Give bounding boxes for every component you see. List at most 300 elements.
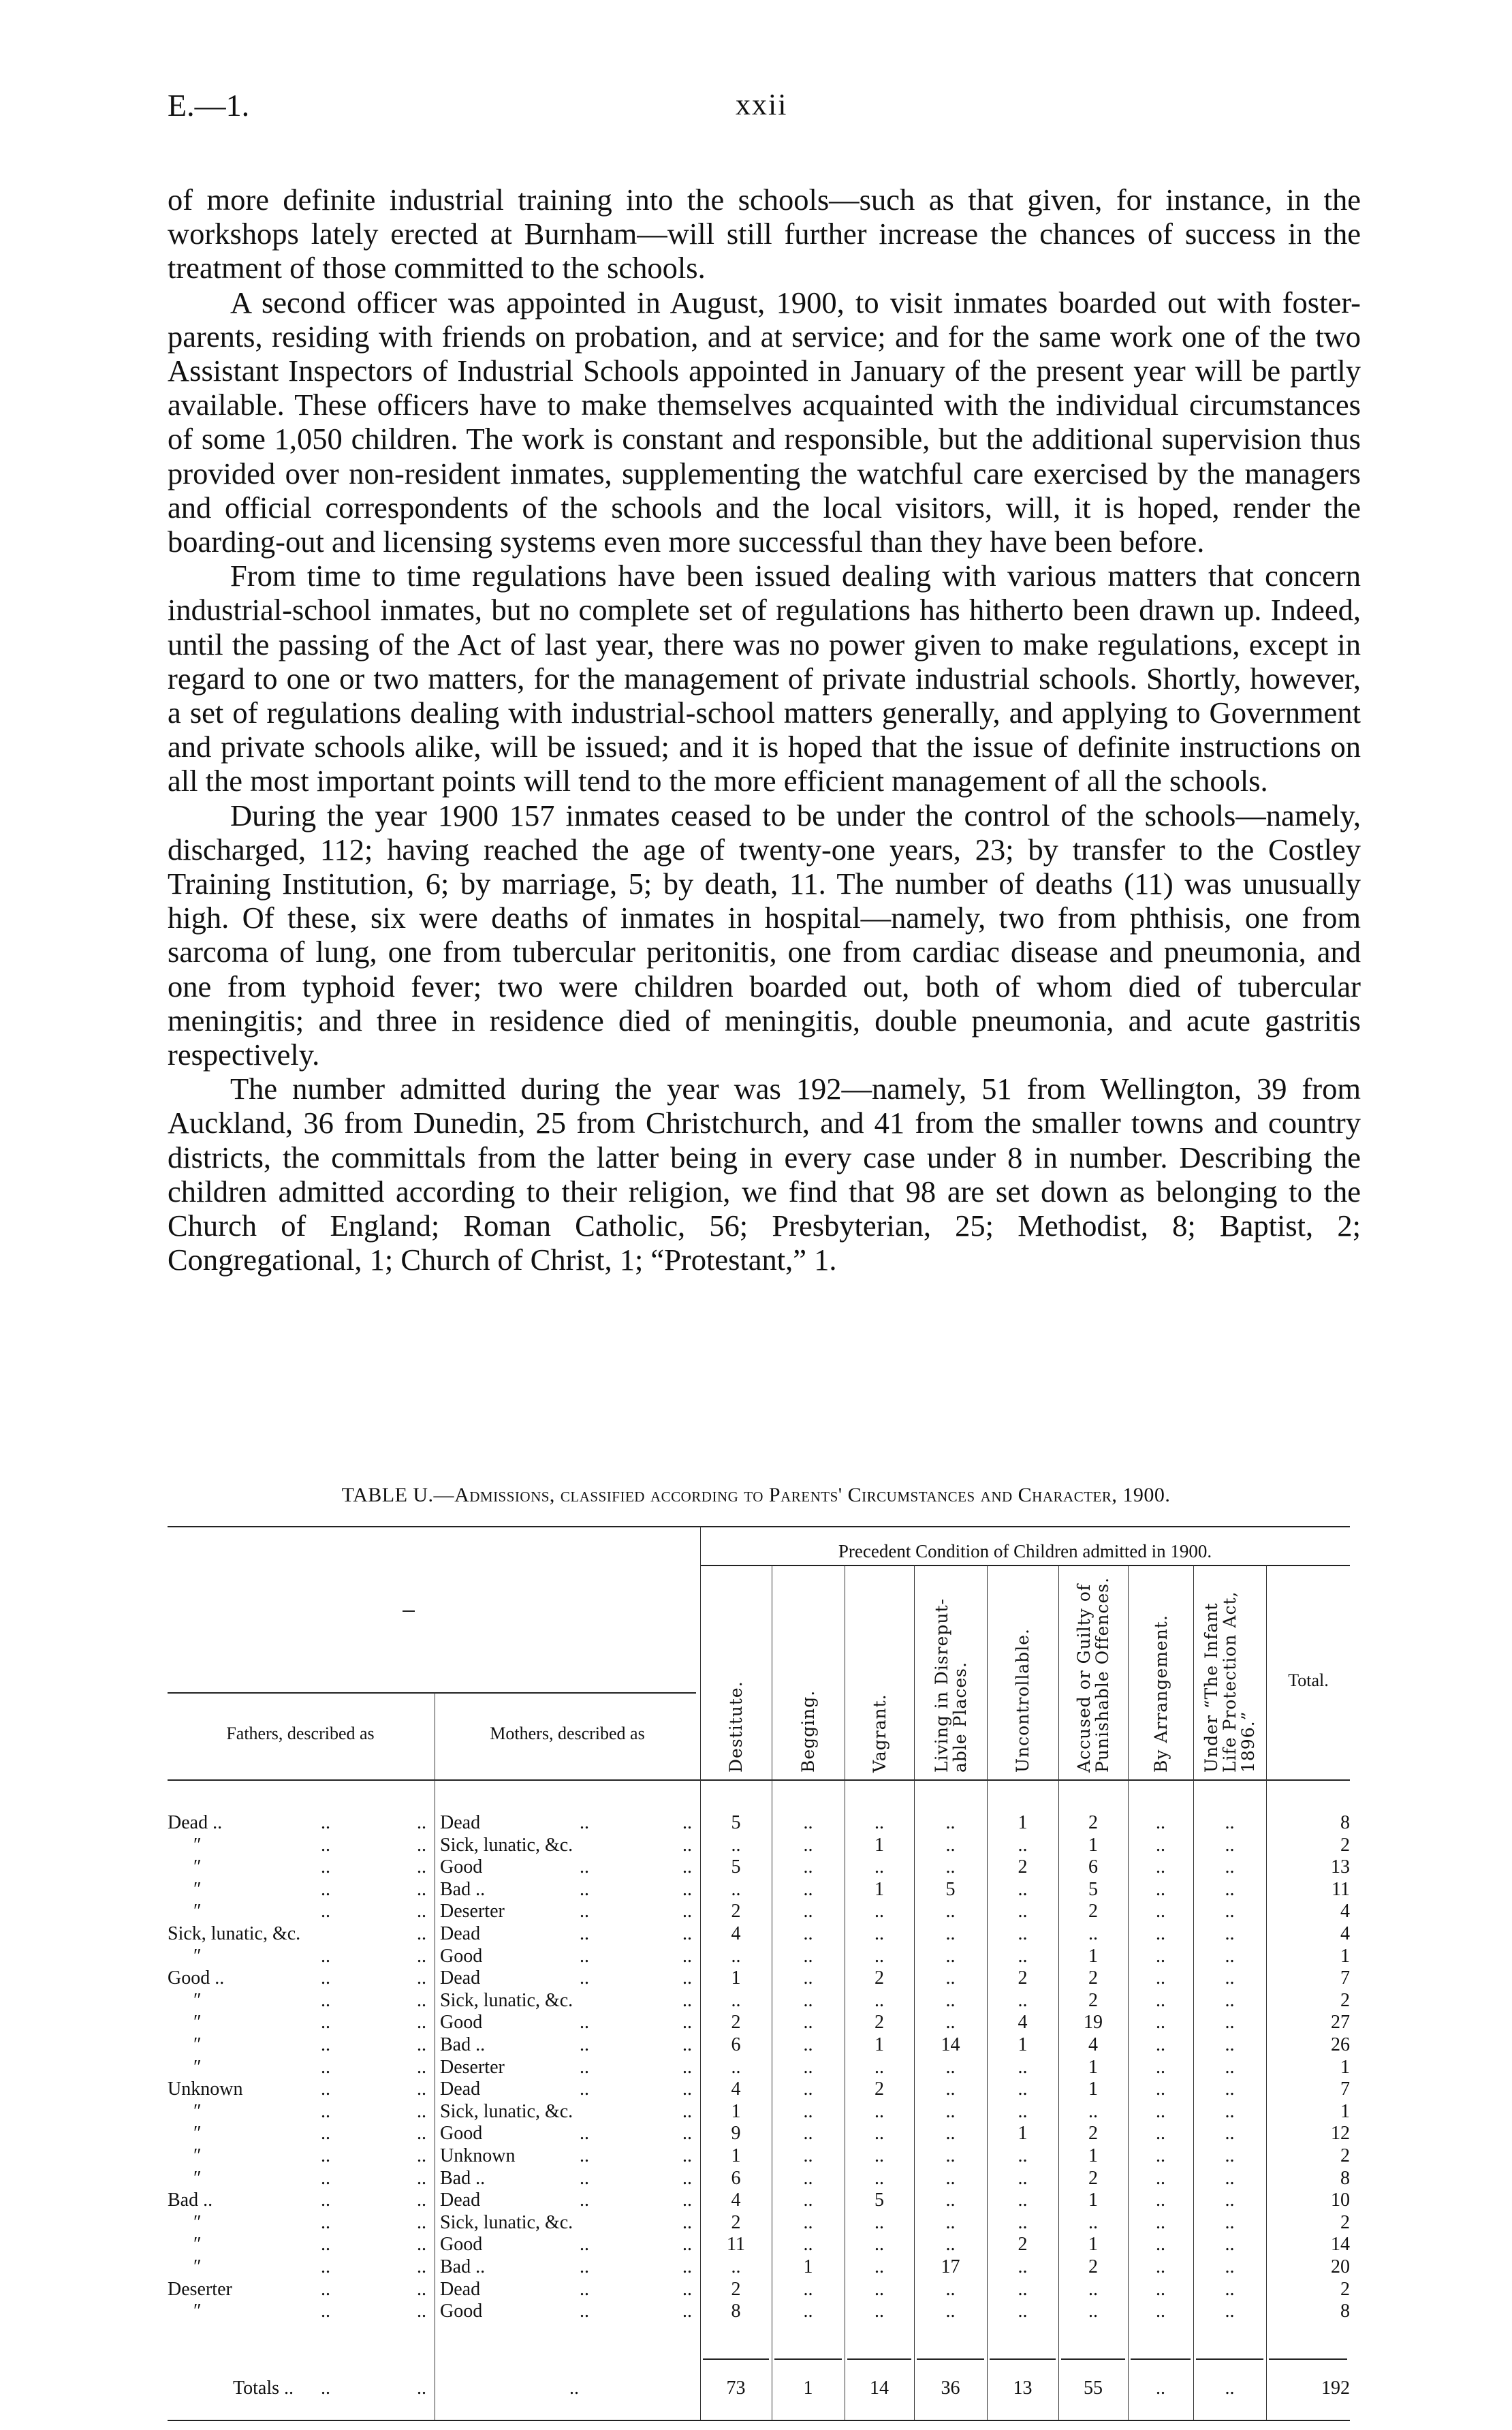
father-description xyxy=(168,1812,426,1834)
cell-4: .. xyxy=(945,1967,956,1989)
cell-2: .. xyxy=(803,2123,813,2145)
table-row xyxy=(168,1879,1350,1901)
father-description xyxy=(168,1990,426,2012)
paragraph: From time to time regulations have been issued dealing with various matters that concern industrial-school inmates, but no complete set of regulations has hitherto been drawn up. Indeed, until the passing of the Act of last year, there was no power given to make regulations, except in regard to one or two matters, for the management of private industrial schools. Shortly, however, a set of regulations dealing with industrial-school matters generally, and applying to Government and private schools alike, will be issued; and it is hoped that the issue of definite instructions on all the most important points will tend to the more efficient management of all the schools. xyxy=(168,559,1361,798)
leader-dots: .. xyxy=(580,2234,589,2256)
father-description xyxy=(168,1967,426,1989)
cell-4: .. xyxy=(945,1834,956,1856)
leader-dots: .. xyxy=(417,2145,426,2166)
column-header-line: Accused or Guilty of xyxy=(1074,1583,1094,1773)
cell-total: 2 xyxy=(1340,2278,1350,2300)
cell-6: 2 xyxy=(1088,1989,1098,2011)
cell-total: 11 xyxy=(1332,1878,1350,1900)
leader-dots: .. xyxy=(417,1856,426,1878)
cell-5: 13 xyxy=(1013,2378,1033,2399)
cell-5: 1 xyxy=(1018,1812,1028,1833)
father-label: ″ xyxy=(193,2145,202,2166)
cell-3: .. xyxy=(875,2278,884,2300)
column-header-6 xyxy=(1075,1577,1112,1773)
column-header-line: Destitute. xyxy=(726,1681,746,1773)
cell-4: .. xyxy=(945,2100,956,2122)
cell-1: 8 xyxy=(731,2301,741,2322)
leader-dots: .. xyxy=(569,2378,579,2399)
cell-1: 1 xyxy=(731,2100,741,2122)
cell-6: 1 xyxy=(1088,2234,1098,2256)
table-row xyxy=(168,2256,1350,2279)
cell-7: .. xyxy=(1156,2234,1165,2256)
cell-7: .. xyxy=(1156,1989,1165,2011)
cell-1: .. xyxy=(731,1945,741,1967)
cell-5: .. xyxy=(1018,2078,1028,2100)
leader-dots: .. xyxy=(417,1923,426,1944)
cell-total: 4 xyxy=(1340,1901,1350,1922)
father-description xyxy=(168,2212,426,2234)
cell-6: 2 xyxy=(1088,1812,1098,1833)
mother-label: Good xyxy=(440,2301,483,2322)
cell-4: 14 xyxy=(941,2034,960,2055)
cell-2: .. xyxy=(803,2301,813,2322)
stub-dash xyxy=(403,1610,415,1612)
cell-7: .. xyxy=(1156,2012,1165,2034)
leader-dots: .. xyxy=(682,1901,692,1922)
cell-3: .. xyxy=(875,1923,884,1944)
cell-7: .. xyxy=(1156,1923,1165,1944)
cell-6: 1 xyxy=(1088,1834,1098,1856)
father-label: ″ xyxy=(193,1834,202,1856)
cell-1: 4 xyxy=(731,2078,741,2100)
mother-label: Sick, lunatic, &c. xyxy=(440,2211,573,2233)
father-description xyxy=(168,1835,426,1856)
cell-8: .. xyxy=(1225,2190,1235,2211)
cell-2: .. xyxy=(803,1923,813,1944)
cell-total: 2 xyxy=(1340,1834,1350,1856)
cell-6: 1 xyxy=(1088,2145,1098,2166)
cell-7: .. xyxy=(1156,2145,1165,2166)
cell-4: .. xyxy=(945,2056,956,2078)
cell-3: .. xyxy=(875,2167,884,2189)
father-description xyxy=(168,1856,426,1878)
cell-1: 6 xyxy=(731,2167,741,2189)
cell-3: .. xyxy=(875,2123,884,2145)
leader-dots: .. xyxy=(417,2123,426,2145)
column-header-line: Life Protection Act, xyxy=(1220,1591,1240,1773)
leader-dots: .. xyxy=(580,2145,589,2166)
leader-dots: .. xyxy=(321,1901,330,1922)
mother-description xyxy=(440,2057,692,2078)
cell-7: .. xyxy=(1156,2190,1165,2211)
cell-4: 17 xyxy=(941,2256,960,2277)
leader-dots: .. xyxy=(580,2256,589,2277)
group-header-rule xyxy=(700,1565,1350,1566)
father-label: ″ xyxy=(193,2234,202,2256)
cell-8: .. xyxy=(1225,2034,1235,2055)
cell-3: 5 xyxy=(875,2190,884,2211)
cell-6: 2 xyxy=(1088,1967,1098,1989)
leader-dots: .. xyxy=(417,1834,426,1856)
cell-total: 8 xyxy=(1340,2301,1350,2322)
cell-8: .. xyxy=(1225,1945,1235,1967)
cell-7: .. xyxy=(1156,2301,1165,2322)
totals-rule xyxy=(1061,2358,1125,2360)
cell-1: 73 xyxy=(726,2378,746,2399)
leader-dots: .. xyxy=(417,1945,426,1967)
cell-2: .. xyxy=(803,2234,813,2256)
section-code: E.—1. xyxy=(168,88,250,123)
column-header-4 xyxy=(932,1598,969,1773)
column-header-line: Uncontrollable. xyxy=(1013,1627,1033,1773)
leader-dots: .. xyxy=(417,2234,426,2256)
cell-2: .. xyxy=(803,2012,813,2034)
cell-2: .. xyxy=(803,1834,813,1856)
leader-dots: .. xyxy=(417,2056,426,2078)
cell-3: .. xyxy=(875,1856,884,1878)
totals-rule xyxy=(774,2358,842,2360)
cell-5: 2 xyxy=(1018,2234,1028,2256)
father-description xyxy=(168,2123,426,2145)
table-row xyxy=(168,1835,1350,1857)
cell-total: 10 xyxy=(1331,2190,1350,2211)
leader-dots: .. xyxy=(580,1967,589,1989)
cell-6: 2 xyxy=(1088,2167,1098,2189)
cell-6: 2 xyxy=(1088,2123,1098,2145)
cell-5: .. xyxy=(1018,2056,1028,2078)
cell-5: .. xyxy=(1018,1923,1028,1944)
table-row xyxy=(168,2234,1350,2256)
table-row xyxy=(168,2034,1350,2057)
mothers-header: Mothers, described as xyxy=(490,1724,645,1743)
cell-2: .. xyxy=(803,2190,813,2211)
cell-3: .. xyxy=(875,1989,884,2011)
father-description xyxy=(168,2168,426,2190)
leader-dots: .. xyxy=(321,1967,330,1989)
leader-dots: .. xyxy=(682,1967,692,1989)
column-header-line: 1896.” xyxy=(1238,1711,1258,1773)
mother-label: Good xyxy=(440,2234,483,2256)
table-row xyxy=(168,2101,1350,2123)
leader-dots: .. xyxy=(321,2145,330,2166)
cell-8: .. xyxy=(1225,2278,1235,2300)
mother-description xyxy=(440,1923,692,1945)
totals-rule xyxy=(1131,2358,1191,2360)
father-label: Deserter xyxy=(168,2278,232,2300)
cell-1: 5 xyxy=(731,1812,741,1833)
father-description xyxy=(168,2101,426,2123)
cell-5: .. xyxy=(1018,2100,1028,2122)
cell-2: .. xyxy=(803,2056,813,2078)
leader-dots: .. xyxy=(682,2278,692,2300)
mother-label: Deserter xyxy=(440,1901,505,1922)
cell-4: .. xyxy=(945,2123,956,2145)
paragraph: During the year 1900 157 inmates ceased to be under the control of the schools—namely, discharged, 112; having reached the age of twenty-one years, 23; by transfer to the Costley Training Institution, 6; by marriage, 5; by death, 11. The number of deaths (11) was unusually high. Of these, six were deaths of inmates in hospital—namely, two from phthisis, one from sarcoma of lung, one from tubercular peritonitis, one from cardiac disease and pneumonia, and one from typhoid fever; two were children boarded out, both of whom died of tubercular meningitis; and three in residence died of meningitis, double pneumonia, and acute gastritis respectively. xyxy=(168,798,1361,1072)
leader-dots: .. xyxy=(321,1812,330,1833)
cell-6: .. xyxy=(1088,2100,1098,2122)
table-title-prefix: TABLE U.— xyxy=(341,1484,455,1506)
column-header-line: Living in Disreput- xyxy=(931,1598,951,1773)
cell-8: .. xyxy=(1225,2056,1235,2078)
father-label: Totals .. xyxy=(233,2378,294,2399)
cell-4: .. xyxy=(945,1812,956,1833)
leader-dots: .. xyxy=(580,2012,589,2034)
cell-5: 4 xyxy=(1018,2012,1028,2034)
cell-4: .. xyxy=(945,2078,956,2100)
cell-8: .. xyxy=(1225,1834,1235,1856)
cell-6: .. xyxy=(1088,2211,1098,2233)
cell-8: .. xyxy=(1225,2145,1235,2166)
table-row xyxy=(168,2212,1350,2234)
cell-6: 1 xyxy=(1088,2078,1098,2100)
admissions-table xyxy=(168,1526,1350,2420)
cell-5: .. xyxy=(1018,2256,1028,2277)
group-header: Precedent Condition of Children admitted in 1900. xyxy=(838,1541,1212,1561)
father-label: Unknown xyxy=(168,2078,243,2100)
cell-7: .. xyxy=(1156,2211,1165,2233)
leader-dots: .. xyxy=(417,2078,426,2100)
cell-5: .. xyxy=(1018,1945,1028,1967)
mother-label: Deserter xyxy=(440,2056,505,2078)
cell-1: 1 xyxy=(731,2145,741,2166)
father-label: ″ xyxy=(193,1989,202,2011)
leader-dots: .. xyxy=(682,1856,692,1878)
cell-2: .. xyxy=(803,1856,813,1878)
column-header-line: Begging. xyxy=(798,1689,818,1773)
leader-dots: .. xyxy=(580,2301,589,2322)
leader-dots: .. xyxy=(417,2301,426,2322)
father-description xyxy=(168,2034,426,2056)
cell-total: 27 xyxy=(1331,2012,1350,2034)
leader-dots: .. xyxy=(580,1812,589,1833)
column-header-5 xyxy=(1013,1628,1032,1773)
cell-8: .. xyxy=(1225,2078,1235,2100)
fathers-header: Fathers, described as xyxy=(226,1724,375,1743)
table-row xyxy=(168,1967,1350,1990)
cell-3: .. xyxy=(875,2145,884,2166)
leader-dots: .. xyxy=(321,1856,330,1878)
leader-dots: .. xyxy=(580,2123,589,2145)
mother-description xyxy=(440,1946,692,1967)
column-header-8 xyxy=(1202,1591,1257,1773)
mother-label: Sick, lunatic, &c. xyxy=(440,2100,573,2122)
father-description xyxy=(168,2078,426,2100)
cell-3: .. xyxy=(875,2256,884,2277)
leader-dots: .. xyxy=(682,2012,692,2034)
table-row xyxy=(168,2012,1350,2034)
leader-dots: .. xyxy=(682,2123,692,2145)
cell-6: .. xyxy=(1088,2301,1098,2322)
cell-4: .. xyxy=(945,1856,956,1878)
leader-dots: .. xyxy=(417,2167,426,2189)
mother-description xyxy=(440,2256,692,2278)
cell-8: .. xyxy=(1225,2167,1235,2189)
table-row xyxy=(168,2078,1350,2101)
cell-5: 2 xyxy=(1018,1856,1028,1878)
cell-5: .. xyxy=(1018,1878,1028,1900)
cell-5: .. xyxy=(1018,2301,1028,2322)
totals-mother xyxy=(440,2378,692,2399)
cell-8: .. xyxy=(1225,1989,1235,2011)
cell-1: 5 xyxy=(731,1856,741,1878)
cell-8: .. xyxy=(1225,1901,1235,1922)
cell-1: 11 xyxy=(727,2234,745,2256)
cell-1: .. xyxy=(731,2056,741,2078)
cell-1: 2 xyxy=(731,2278,741,2300)
cell-2: .. xyxy=(803,2100,813,2122)
father-label: ″ xyxy=(193,1878,202,1900)
cell-6: 6 xyxy=(1088,1856,1098,1878)
father-label: ″ xyxy=(193,2012,202,2034)
cell-2: .. xyxy=(803,2145,813,2166)
table-title-text: Admissions, classified according to Parents' Circumstances and Character, 1900. xyxy=(454,1484,1171,1506)
cell-total: 1 xyxy=(1340,1945,1350,1967)
cell-8: .. xyxy=(1225,1812,1235,1833)
cell-5: .. xyxy=(1018,1901,1028,1922)
leader-dots: .. xyxy=(580,2056,589,2078)
cell-5: 2 xyxy=(1018,1967,1028,1989)
cell-5: .. xyxy=(1018,1834,1028,1856)
table-row xyxy=(168,2145,1350,2168)
father-description xyxy=(168,2279,426,2301)
leader-dots: .. xyxy=(580,1945,589,1967)
cell-4: .. xyxy=(945,1989,956,2011)
cell-7: .. xyxy=(1156,1901,1165,1922)
mother-description xyxy=(440,1812,692,1834)
cell-2: .. xyxy=(803,2211,813,2233)
father-label: ″ xyxy=(193,1856,202,1878)
cell-7: .. xyxy=(1156,1856,1165,1878)
father-label: ″ xyxy=(193,2167,202,2189)
mother-description xyxy=(440,2101,692,2123)
totals-row xyxy=(168,2378,1350,2400)
leader-dots: .. xyxy=(682,1812,692,1833)
cell-2: .. xyxy=(803,1945,813,1967)
mother-label: Dead xyxy=(440,1923,481,1944)
cell-1: 2 xyxy=(731,2012,741,2034)
cell-6: 55 xyxy=(1084,2378,1103,2399)
totals-rule xyxy=(990,2358,1056,2360)
mother-label: Sick, lunatic, &c. xyxy=(440,1834,573,1856)
table-row xyxy=(168,1923,1350,1946)
cell-6: 1 xyxy=(1088,2190,1098,2211)
totals-rule xyxy=(847,2358,911,2360)
cell-1: .. xyxy=(731,1878,741,1900)
totals-label xyxy=(168,2378,426,2399)
table-row xyxy=(168,2057,1350,2079)
leader-dots: .. xyxy=(321,2278,330,2300)
table-row xyxy=(168,1990,1350,2012)
leader-dots: .. xyxy=(321,2211,330,2233)
leader-dots: .. xyxy=(682,1923,692,1944)
cell-8: .. xyxy=(1225,2234,1235,2256)
leader-dots: .. xyxy=(417,2100,426,2122)
mother-label: Good xyxy=(440,2123,483,2145)
total-header: Total. xyxy=(1288,1670,1329,1690)
mother-label: Bad .. xyxy=(440,2167,486,2189)
cell-8: .. xyxy=(1225,2256,1235,2277)
father-description xyxy=(168,2012,426,2034)
mother-description xyxy=(440,2190,692,2211)
leader-dots: .. xyxy=(417,1989,426,2011)
cell-2: 1 xyxy=(803,2378,813,2399)
totals-rule xyxy=(1269,2358,1347,2360)
leader-dots: .. xyxy=(321,1878,330,1900)
father-description xyxy=(168,1901,426,1922)
father-label: ″ xyxy=(193,2056,202,2078)
father-label: ″ xyxy=(193,1901,202,1922)
column-header-line: Punishable Offences. xyxy=(1092,1576,1112,1773)
table-row xyxy=(168,1946,1350,1968)
mother-description xyxy=(440,2034,692,2056)
leader-dots: .. xyxy=(321,1989,330,2011)
mother-description xyxy=(440,2145,692,2167)
totals-rule xyxy=(917,2358,984,2360)
cell-total: 12 xyxy=(1331,2123,1350,2145)
mother-label: Good xyxy=(440,1945,483,1967)
leader-dots: .. xyxy=(682,1878,692,1900)
leader-dots: .. xyxy=(580,2278,589,2300)
father-label: ″ xyxy=(193,1945,202,1967)
mother-description xyxy=(440,1835,692,1856)
leader-dots: .. xyxy=(682,1989,692,2011)
cell-total: 8 xyxy=(1340,1812,1350,1833)
cell-3: 2 xyxy=(875,2012,884,2034)
mother-label: Bad .. xyxy=(440,1878,486,1900)
mother-description xyxy=(440,2123,692,2145)
cell-2: .. xyxy=(803,2034,813,2055)
cell-4: .. xyxy=(945,2167,956,2189)
father-label: Sick, lunatic, &c. xyxy=(168,1923,301,1944)
table-row xyxy=(168,2190,1350,2212)
leader-dots: .. xyxy=(682,2256,692,2277)
leader-dots: .. xyxy=(580,2167,589,2189)
cell-7: .. xyxy=(1156,2123,1165,2145)
paragraph: of more definite industrial training into the schools—such as that given, for instance, in the workshops lately erected at Burnham—will still further increase the chances of success in the treatment of those committed to the schools. xyxy=(168,183,1361,285)
cell-2: .. xyxy=(803,2167,813,2189)
cell-4: 5 xyxy=(945,1878,956,1900)
cell-7: .. xyxy=(1156,2256,1165,2277)
cell-8: .. xyxy=(1225,2301,1235,2322)
leader-dots: .. xyxy=(682,1834,692,1856)
father-label: Dead .. xyxy=(168,1812,223,1833)
paragraph: A second officer was appointed in August, 1900, to visit inmates boarded out with foster-parents, residing with friends on probation, and at service; and for the same work one of the two Assistant Inspectors of Industrial Schools appointed in January of the present year will be partly available. These officers have to make themselves acquainted with the individual circumstances of some 1,050 children. The work is constant and responsible, but the additional supervision thus provided over non-resident inmates, supplementing the watchful care exercised by the managers and official correspondents of the schools and the local visitors, will, it is hoped, render the boarding-out and licensing systems even more successful than they have been before. xyxy=(168,285,1361,559)
cell-3: .. xyxy=(875,2211,884,2233)
cell-6: 4 xyxy=(1088,2034,1098,2055)
leader-dots: .. xyxy=(682,2301,692,2322)
cell-5: 1 xyxy=(1018,2034,1028,2055)
cell-2: .. xyxy=(803,2078,813,2100)
table-row xyxy=(168,2279,1350,2301)
page-number: xxii xyxy=(736,88,788,121)
cell-1: 6 xyxy=(731,2034,741,2055)
cell-1: 1 xyxy=(731,1967,741,1989)
cell-3: 1 xyxy=(875,1834,884,1856)
father-description xyxy=(168,2145,426,2167)
leader-dots: .. xyxy=(682,2034,692,2055)
leader-dots: .. xyxy=(580,2190,589,2211)
mother-label: Bad .. xyxy=(440,2256,486,2277)
cell-total: 1 xyxy=(1340,2056,1350,2078)
cell-1: .. xyxy=(731,2256,741,2277)
father-label: ″ xyxy=(193,2100,202,2122)
cell-6: 2 xyxy=(1088,1901,1098,1922)
cell-total: 192 xyxy=(1321,2378,1350,2399)
cell-2: .. xyxy=(803,1967,813,1989)
cell-3: .. xyxy=(875,2100,884,2122)
leader-dots: .. xyxy=(321,1834,330,1856)
father-label: ″ xyxy=(193,2211,202,2233)
leader-dots: .. xyxy=(417,1878,426,1900)
leader-dots: .. xyxy=(682,2145,692,2166)
leader-dots: .. xyxy=(321,2190,330,2211)
cell-4: .. xyxy=(945,2301,956,2322)
